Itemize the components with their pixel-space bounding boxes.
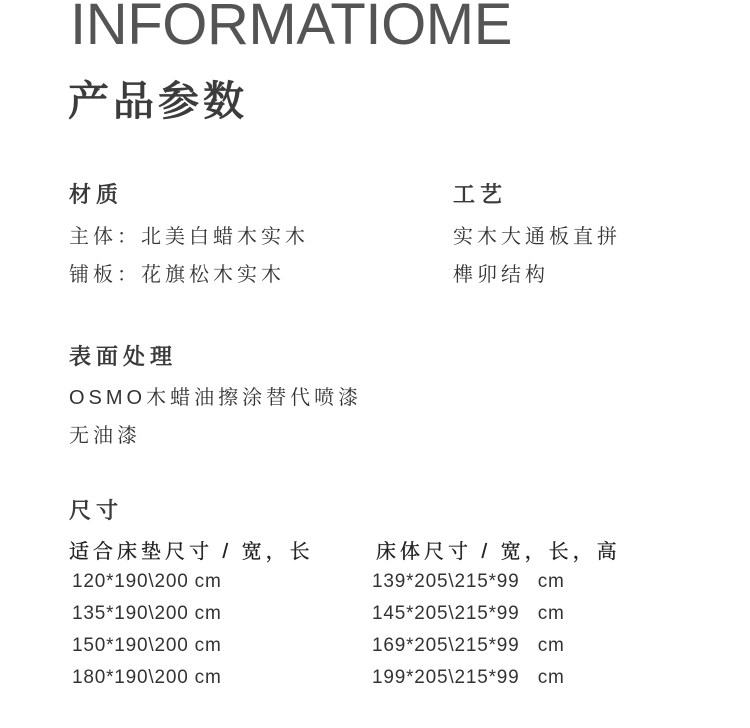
bed-size-header: 床体尺寸 / 宽，长，高 — [376, 541, 621, 563]
surface-item: 无油漆 — [69, 425, 141, 447]
craft-list — [453, 218, 621, 294]
material-list — [69, 218, 309, 294]
material-section — [69, 180, 309, 294]
mattress-size-row: 150*190\200 cm — [72, 635, 222, 656]
bed-size-row: 169*205\215*99 cm — [372, 635, 565, 656]
craft-heading: 工艺 — [453, 182, 508, 207]
material-board: 铺板：花旗松木实木 — [69, 264, 285, 286]
surface-section — [69, 342, 362, 455]
mattress-size-row: 135*190\200 cm — [72, 603, 222, 624]
craft-item: 实木大通板直拼 — [453, 226, 621, 248]
mattress-size-row: 180*190\200 cm — [72, 667, 222, 688]
surface-heading: 表面处理 — [69, 344, 178, 369]
bed-size-row: 199*205\215*99 cm — [372, 667, 565, 688]
surface-list — [69, 379, 362, 455]
craft-item: 榫卯结构 — [453, 264, 549, 286]
page-title: 产品参数 — [68, 78, 248, 124]
mattress-size-header: 适合床垫尺寸 / 宽，长 — [69, 541, 314, 563]
mattress-size-row: 120*190\200 cm — [72, 571, 222, 592]
bed-size-row: 145*205\215*99 cm — [372, 603, 565, 624]
size-heading: 尺寸 — [69, 498, 124, 523]
material-heading: 材质 — [69, 182, 124, 207]
bed-size-row: 139*205\215*99 cm — [372, 571, 565, 592]
craft-section — [453, 180, 621, 294]
bed-size-list — [372, 566, 565, 694]
surface-item: OSMO木蜡油擦涂替代喷漆 — [69, 387, 363, 409]
english-title: INFORMATIOME — [70, 0, 512, 57]
material-main-body: 主体：北美白蜡木实木 — [69, 226, 309, 248]
mattress-size-list — [72, 566, 222, 694]
